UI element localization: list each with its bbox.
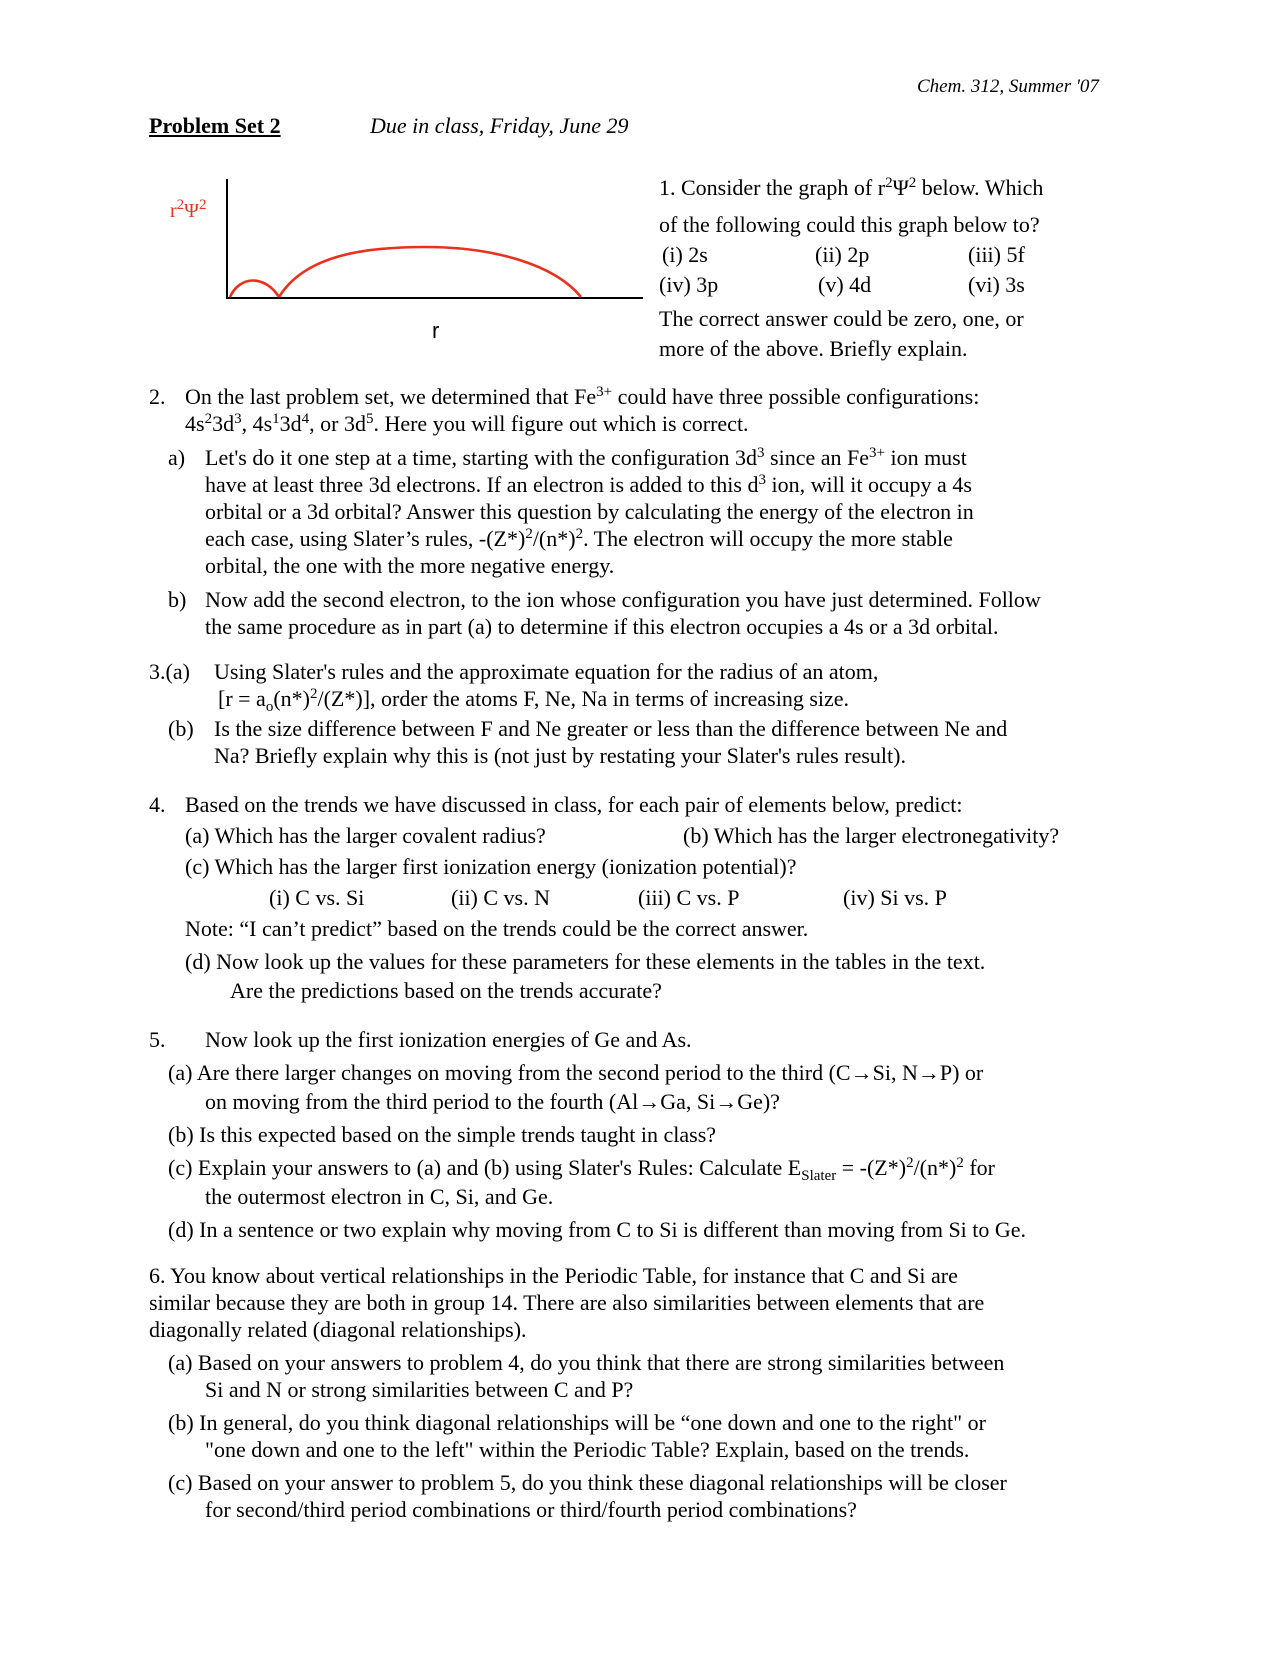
graph-radial-node-lobe [230, 281, 279, 298]
p5-line-1: Now look up the first ionization energies of Ge and As. [205, 1027, 692, 1052]
p3a-line-2: $[r = a_o(n*)^2/(Z*)]$, order the atoms F, Ne, Na in terms of increasing size. [218, 686, 850, 715]
p4-pair: (ii) C vs. N [451, 885, 550, 910]
p5-question-b: (b) Is this expected based on the simple trends taught in class? [168, 1122, 717, 1147]
p2b-line-1: Now add the second electron, to the ion whose configuration you have just determined. Follow [205, 587, 1041, 612]
p1-option: (iv) 3p [659, 272, 719, 297]
p6-line-2: similar because they are both in group 14. There are also similarities between elements that are [149, 1290, 985, 1315]
graph-main-lobe [279, 247, 581, 297]
p3b-line-2: Na? Briefly explain why this is (not just by restating your Slater's rules result). [214, 743, 906, 768]
p4-question-a: (a) Which has the larger covalent radius? [185, 823, 546, 848]
p2b-label: b) [168, 587, 187, 612]
p2-line-1: On the last problem set, we determined that $Fe^{3+}$ could have three possible configurations: [185, 384, 980, 409]
p6-question-a-2: Si and N or strong similarities between C and P? [205, 1377, 634, 1402]
graph-y-label: $r^2\Psi^2$ [170, 197, 207, 222]
p6-question-b-1: (b) In general, do you think diagonal relationships will be “one down and one to the right" or [168, 1410, 986, 1435]
p3b-line-1: Is the size difference between F and Ne greater or less than the difference between Ne and [214, 716, 1008, 741]
p5-question-d: (d) In a sentence or two explain why moving from C to Si is different than moving from Si to Ge. [168, 1217, 1027, 1242]
p6-question-a-1: (a) Based on your answers to problem 4, do you think that there are strong similarities between [168, 1350, 1005, 1375]
p4-question-c: (c) Which has the larger first ionization energy (ionization potential)? [185, 854, 797, 879]
p1-line-2: of the following could this graph below to? [659, 212, 1040, 237]
p4-number: 4. [149, 792, 166, 817]
p6-line-1: 6. You know about vertical relationships in the Periodic Table, for instance that C and Si are [149, 1263, 958, 1288]
p2a-line-3: orbital or a 3d orbital? Answer this question by calculating the energy of the electron in [205, 499, 974, 524]
page-title: Problem Set 2 [149, 113, 281, 138]
p1-option: (vi) 3s [968, 272, 1025, 297]
p4-question-d-2: Are the predictions based on the trends accurate? [230, 978, 662, 1003]
p4-question-d-1: (d) Now look up the values for these parameters for these elements in the tables in the text. [185, 949, 986, 974]
p1-option: (i) 2s [662, 242, 708, 267]
p5-question-a-1: (a) Are there larger changes on moving from the second period to the third (C→Si, N→P) or [168, 1060, 984, 1085]
p1-line-4: more of the above. Briefly explain. [659, 336, 968, 361]
p2a-line-4: each case, using Slater’s rules, $-(Z*)^2/(n*)^2$. The electron will occupy the more stable [205, 526, 953, 551]
p6-question-b-2: "one down and one to the left" within the Periodic Table? Explain, based on the trends. [205, 1437, 970, 1462]
p1-option: (ii) 2p [815, 242, 870, 267]
p6-question-c-2: for second/third period combinations or third/fourth period combinations? [205, 1497, 857, 1522]
p3b-label: (b) [168, 716, 194, 741]
course-header: Chem. 312, Summer '07 [917, 76, 1099, 97]
p4-pair: (iii) C vs. P [638, 885, 740, 910]
p2a-line-1: Let's do it one step at a time, starting with the configuration $3d^3$ since an $Fe^{3+}$ ion must [205, 445, 967, 470]
p5-question-a-2: on moving from the third period to the fourth (Al→Ga, Si→Ge)? [205, 1089, 780, 1114]
p2a-line-5: orbital, the one with the more negative energy. [205, 553, 615, 578]
p5-number: 5. [149, 1027, 166, 1052]
p1-line-1: 1. Consider the graph of $r^2\Psi^2$ below. Which [659, 175, 1044, 200]
due-date: Due in class, Friday, June 29 [370, 113, 629, 138]
p4-pair: (i) C vs. Si [269, 885, 365, 910]
p4-note: Note: “I can’t predict” based on the trends could be the correct answer. [185, 916, 809, 941]
p6-question-c-1: (c) Based on your answer to problem 5, do you think these diagonal relationships will be closer [168, 1470, 1007, 1495]
graph-x-label: r [432, 318, 440, 343]
p2b-line-2: the same procedure as in part (a) to determine if this electron occupies a 4s or a 3d orbital. [205, 614, 999, 639]
p4-pair: (iv) Si vs. P [843, 885, 947, 910]
p2-number: 2. [149, 384, 166, 409]
p2-line-2: $4s^23d^3$, $4s^13d^4$, or $3d^5$. Here you will figure out which is correct. [185, 411, 749, 436]
p6-line-3: diagonally related (diagonal relationships). [149, 1317, 527, 1342]
p5-question-c-1: (c) Explain your answers to (a) and (b) using Slater's Rules: Calculate $E_{Slater} = -(Z*)^2/(n*)^2$ for [168, 1155, 995, 1184]
p3a-label: 3.(a) [149, 659, 190, 684]
p4-line-1: Based on the trends we have discussed in class, for each pair of elements below, predict: [185, 792, 963, 817]
p1-option: (v) 4d [818, 272, 872, 297]
p3a-line-1: Using Slater's rules and the approximate equation for the radius of an atom, [214, 659, 879, 684]
p5-question-c-2: the outermost electron in C, Si, and Ge. [205, 1184, 554, 1209]
p1-option: (iii) 5f [968, 242, 1025, 267]
p1-line-3: The correct answer could be zero, one, or [659, 306, 1024, 331]
p4-question-b: (b) Which has the larger electronegativity? [683, 823, 1060, 848]
probability-graph [215, 175, 645, 305]
p2a-line-2: have at least three 3d electrons. If an electron is added to this $d^3$ ion, will it occupy a 4s [205, 472, 972, 497]
p2a-label: a) [168, 445, 186, 470]
